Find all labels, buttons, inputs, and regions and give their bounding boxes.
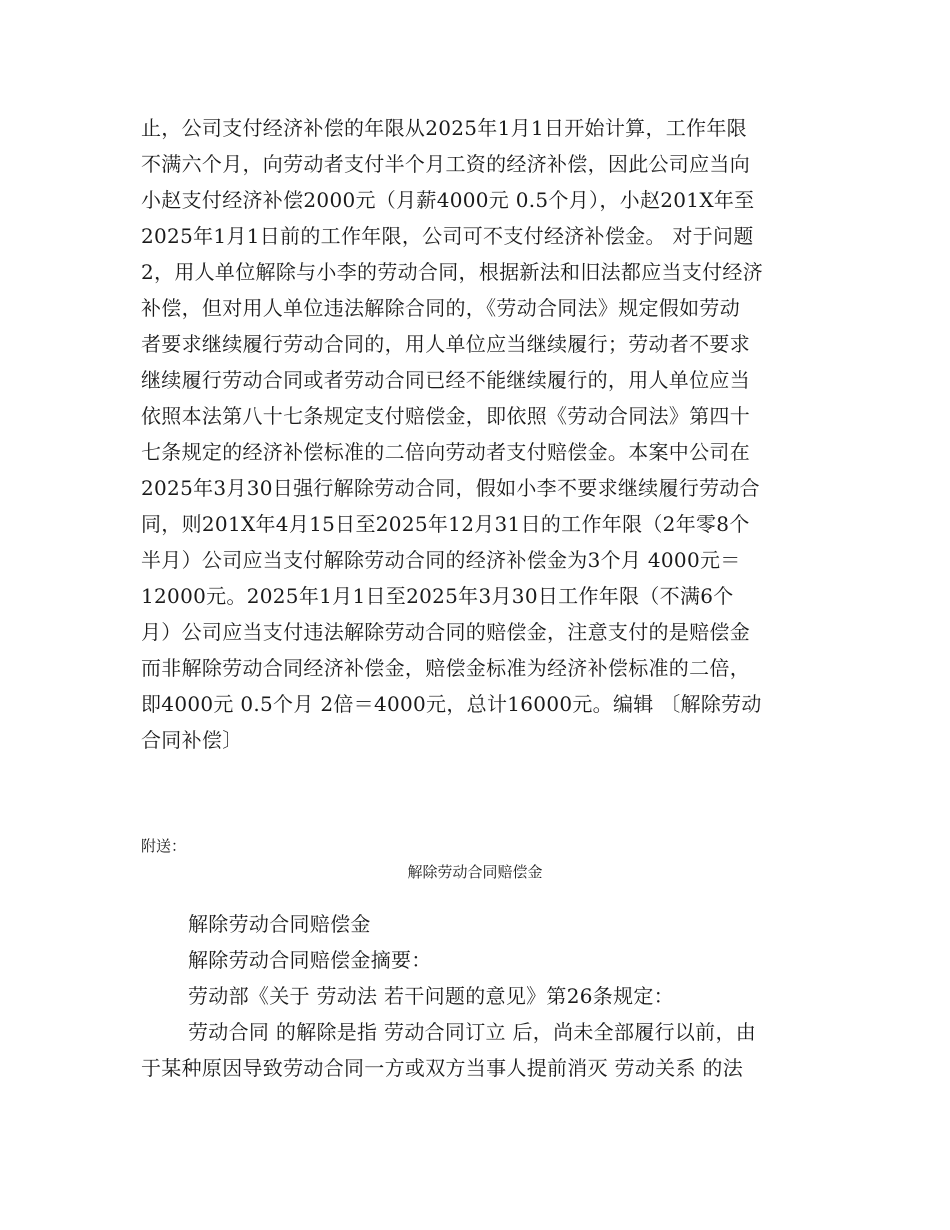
text-line: 2，用人单位解除与小李的劳动合同，根据新法和旧法都应当支付经济 [141,260,764,284]
text-line: 2025年3月30日强行解除劳动合同，假如小李不要求继续履行劳动合 [141,476,760,500]
appendix-citation: 劳动部《关于 劳动法 若干问题的意见》第26条规定： [188,984,674,1008]
text-line: 补偿，但对用人单位违法解除合同的，《劳动合同法》规定假如劳动 [141,296,740,320]
body-text [141,110,809,758]
text-line: 于某种原因导致劳动合同一方或双方当事人提前消灭 劳动关系 的法 [141,1056,744,1080]
appendix-body [141,906,809,1086]
text-line: 半月）公司应当支付解除劳动合同的经济补偿金为3个月 4000元＝ [141,548,741,572]
text-line: 合同补偿〕 [141,728,243,752]
text-line: 即4000元 0.5个月 2倍＝4000元，总计16000元。编辑 〔解除劳动 [141,692,762,716]
appendix-summary-heading: 解除劳动合同赔偿金摘要： [188,948,432,972]
text-line: 12000元。2025年1月1日至2025年3月30日工作年限（不满6个 [141,584,734,608]
text-line: 小赵支付经济补偿2000元（月薪4000元 0.5个月），小赵201X年至 [141,188,755,212]
text-line: 同，则201X年4月15日至2025年12月31日的工作年限（2年零8个 [141,512,750,536]
text-line: 继续履行劳动合同或者劳动合同已经不能继续履行的，用人单位应当 [141,368,750,392]
text-line: 者要求继续履行劳动合同的，用人单位应当继续履行；劳动者不要求 [141,332,750,356]
text-line: 劳动合同 的解除是指 劳动合同订立 后，尚未全部履行以前，由 [188,1020,757,1044]
appendix-title: 解除劳动合同赔偿金 [407,863,543,881]
text-line: 而非解除劳动合同经济补偿金，赔偿金标准为经济补偿标准的二倍， [141,656,750,680]
text-line: 2025年1月1日前的工作年限，公司可不支付经济补偿金。 对于问题 [141,224,754,248]
appendix-label: 附送： [141,837,187,855]
text-line: 不满六个月，向劳动者支付半个月工资的经济补偿，因此公司应当向 [141,152,750,176]
text-line: 月）公司应当支付违法解除劳动合同的赔偿金，注意支付的是赔偿金 [141,620,750,644]
text-line: 依照本法第八十七条规定支付赔偿金，即依照《劳动合同法》第四十 [141,404,750,428]
text-line: 止，公司支付经济补偿的年限从2025年1月1日开始计算，工作年限 [141,116,747,140]
appendix-heading: 解除劳动合同赔偿金 [188,912,371,936]
text-line: 七条规定的经济补偿标准的二倍向劳动者支付赔偿金。本案中公司在 [141,440,750,464]
